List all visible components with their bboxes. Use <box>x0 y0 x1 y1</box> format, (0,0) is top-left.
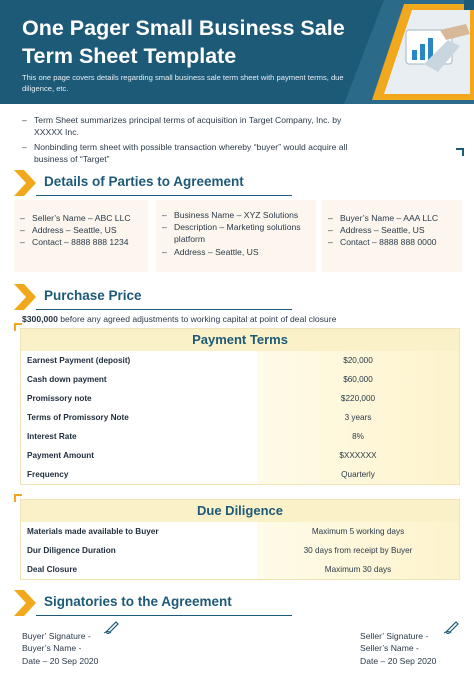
seller-name-label: Seller’s Name - <box>360 643 419 654</box>
heading-rule <box>36 309 292 311</box>
row-value: $220,000 <box>257 389 459 408</box>
table-row <box>21 541 459 560</box>
heading-rule <box>36 615 292 617</box>
business-name: – Business Name – XYZ Solutions <box>162 209 310 221</box>
buyer-contact: – Contact – 8888 888 0000 <box>328 236 456 248</box>
row-label: Cash down payment <box>21 370 257 389</box>
row-label: Frequency <box>21 465 257 484</box>
row-value: $XXXXXX <box>257 446 459 465</box>
row-value: Maximum 5 working days <box>257 522 459 541</box>
intro-item: – Term Sheet summarizes principal terms of acquisition in Target Company, Inc. by XXXXX Inc. <box>22 114 362 139</box>
table-row <box>21 389 459 408</box>
intro-item: – Nonbinding term sheet with possible transaction whereby “buyer” would acquire all business of “Target” <box>22 141 362 166</box>
business-description: – Description – Marketing solutions platform <box>162 221 310 245</box>
table-row <box>21 370 459 389</box>
seller-details <box>14 200 148 272</box>
buyer-signature-block <box>22 630 98 667</box>
buyer-name: – Buyer’s Name – AAA LLC <box>328 212 456 224</box>
heading-rule <box>36 195 292 197</box>
pen-icon <box>444 620 460 634</box>
row-value: $20,000 <box>257 351 459 370</box>
intro-list <box>22 114 362 168</box>
buyer-address: – Address – Seattle, US <box>328 224 456 236</box>
seller-contact: – Contact – 8888 888 1234 <box>20 236 142 248</box>
row-label: Interest Rate <box>21 427 257 446</box>
table-row <box>21 427 459 446</box>
buyer-date: Date – 20 Sep 2020 <box>22 655 99 666</box>
row-value: 8% <box>257 427 459 446</box>
table-row <box>21 408 459 427</box>
row-value: 3 years <box>257 408 459 427</box>
row-label: Earnest Payment (deposit) <box>21 351 257 370</box>
table-row <box>21 522 459 541</box>
purchase-heading: Purchase Price <box>44 288 142 303</box>
purchase-amount: $300,000 <box>22 314 58 324</box>
due-diligence-heading: Due Diligence <box>21 500 459 522</box>
row-label: Materials made available to Buyer <box>21 522 257 541</box>
page-title: One Pager Small Business Sale Term Sheet Template <box>22 16 345 68</box>
row-value: 30 days from receipt by Buyer <box>257 541 459 560</box>
pen-icon <box>104 620 120 634</box>
chevron-icon <box>14 590 36 616</box>
row-label: Payment Amount <box>21 446 257 465</box>
parties-heading: Details of Parties to Agreement <box>44 174 244 189</box>
signatories-heading: Signatories to the Agreement <box>44 594 232 609</box>
header-photo-image <box>344 0 474 104</box>
seller-signature-block <box>360 630 436 667</box>
row-value: $60,000 <box>257 370 459 389</box>
seller-date: Date – 20 Sep 2020 <box>360 655 437 666</box>
buyer-name-label: Buyer’s Name - <box>22 643 82 654</box>
header-banner <box>0 0 474 104</box>
chevron-icon <box>14 170 36 196</box>
row-label: Terms of Promissory Note <box>21 408 257 427</box>
purchase-text: before any agreed adjustments to working capital at point of deal closure <box>57 314 337 324</box>
payment-terms-heading: Payment Terms <box>21 329 459 351</box>
table-row <box>21 351 459 370</box>
page-subtitle: This one page covers details regarding small business sale term sheet with payment terms, due diligence, etc. <box>22 73 344 93</box>
row-value: Maximum 30 days <box>257 560 459 579</box>
business-details <box>156 200 316 272</box>
buyer-details <box>322 200 462 272</box>
table-row <box>21 560 459 579</box>
business-address: – Address – Seattle, US <box>162 246 310 258</box>
payment-terms-table <box>20 328 460 485</box>
seller-signature-label: Seller’ Signature - <box>360 631 429 641</box>
parties-section-heading <box>14 170 292 196</box>
due-diligence-table <box>20 499 460 580</box>
purchase-price-line <box>22 314 336 324</box>
row-value: Quarterly <box>257 465 459 484</box>
table-row <box>21 446 459 465</box>
table-row <box>21 465 459 484</box>
chevron-icon <box>14 284 36 310</box>
row-label: Dur Diligence Duration <box>21 541 257 560</box>
signatories-section-heading <box>14 590 292 616</box>
row-label: Deal Closure <box>21 560 257 579</box>
buyer-signature-label: Buyer’ Signature - <box>22 631 91 641</box>
purchase-section-heading <box>14 284 292 310</box>
corner-decoration <box>456 148 464 156</box>
seller-name: – Seller’s Name – ABC LLC <box>20 212 142 224</box>
row-label: Promissory note <box>21 389 257 408</box>
seller-address: – Address – Seattle, US <box>20 224 142 236</box>
